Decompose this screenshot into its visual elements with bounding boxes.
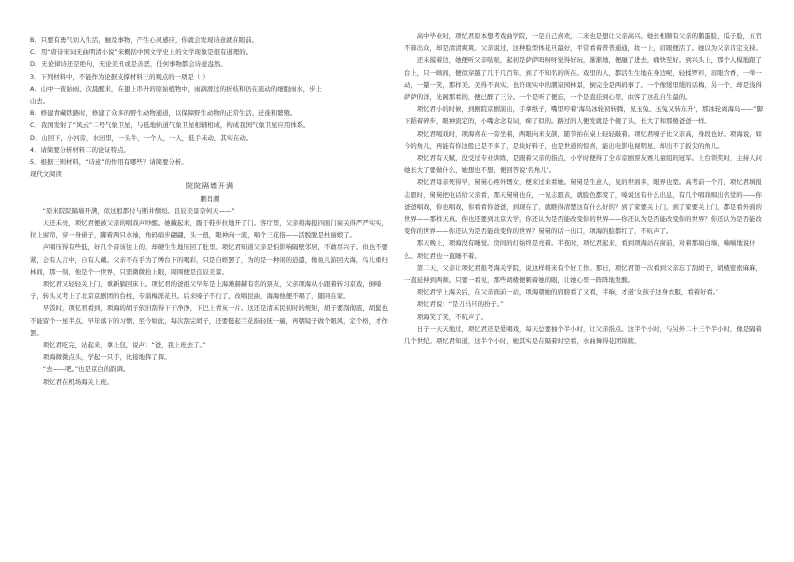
question-3-option-d: D．山回下，小河旁，水田里，一头牛，一个人，一人，低手未动，其实在动。	[30, 133, 253, 142]
story-paragraph: 项忆君有天赋，没受过专业训练，是跟着父亲的指点，小学时便得了全市京剧票友赛儿童组的冠军。上台领奖时，主持人问她长大了要做什么，她想也不想，便回答说‘名角儿’。	[404, 154, 762, 175]
story-paragraph: 早饭时，项忆君看到，项海的胡子依旧刮得干干净净，下巴上青灰一片。这还是清末民初时的规矩，胡子要刮彻底，胡髭也不能留个一星半点。早年落下的习惯，至今如此，每次刮完胡子，还要挺起兰花指轻抚一遍，再朝镜子做个眼风，定个格，才作罢。	[30, 304, 388, 337]
story-paragraph: “原来院院隔墙开满，似这般都付与断井颓垣。良辰美景奈何天——”	[42, 206, 235, 215]
right-column	[404, 30, 766, 347]
question-3-option-c: C．我国发射了“风云”二号气象卫星，与低地轨道气象卫星相辅相成，构成我国气象卫星应用体系。	[30, 121, 310, 130]
story-paragraph: 高中毕业时，项忆君原本想考戏曲学院，一是自己喜欢，二来也是想让父亲高兴。她长相颇有父亲的鹅蛋脸，瓜子脸，五官不算出众，却是清清爽爽。父亲说过，这种脸型体花旦最好，平常看着普普通通，妆一上，眉眼便活了。她以为父亲肯定支持。	[404, 32, 762, 53]
story-author: 鹏肖潮	[200, 194, 220, 203]
option-c: C．用“唐诗宋词无曲明清小说”来概括中国文学史上的文学现象是很有道理的。	[30, 48, 252, 57]
story-paragraph: 项忆君学上海关后，在父亲面前一站，项海朝她的肩膀看了又看，半晌，才道‘女孩子这身衣服，看着好看。’	[416, 288, 719, 297]
section-heading: 现代文阅读	[30, 170, 62, 179]
story-paragraph: 项忆君在机场海关上班。	[42, 377, 114, 386]
option-d: D．无论律诗还是绝句，无论美丑或是善恶，任何事物都会诗意盎然。	[30, 60, 227, 69]
story-paragraph: 日子一天天地过，项忆君还是爱唱戏，每天总要抽个半小时，让父亲指点。这半个小时，与另外二十三个半小时，像是隔着几个世纪。项忆君知道，这半个小时，她其实是在隔着时空看，水曲舞得花团锦簇，	[404, 324, 762, 346]
story-title: 院院隔墙开满	[186, 182, 234, 191]
question-4: 4．请简要分析材料二的论证特点。	[30, 145, 130, 154]
story-paragraph: 项忆君小的时候，到剧院京剧演出，手拿纸子，嘴里哼着‘海岛冰轮初转腾，见玉兔、玉兔又转东升’，那冰轮离海岛——”脚下蹈着碎步，眼神流定的，小嘴念念有词，痴了似的。路过的人便发就是个傻了头，长大了和那傻爸爸一样。	[404, 105, 763, 126]
story-paragraph: 项海笑了笑，不吭声了。	[416, 312, 488, 321]
story-paragraph: 声唱压得有些低，好几个音该往上的，却硬生生地压回了肚里。项忆君知道父亲是怕影响隔壁邻居，不敢尽兴子。但也不要紧，会有人言中，自有人戴。父亲不在乎为了博台下的喝彩，只是自娱罢了，为的是一种闲的逍遣，像鱼儿游回大海，鸟儿重归林间，那一刻，他是个一世界，只需微微抬上眼，周围便是良辰美景。	[30, 243, 388, 276]
story-paragraph: 那天晚上，项海没有睡觉。房间的灯始终是亮着。半夜时，项忆君起来，看到项海站在窗前，对着那扇白墙，喃喃地说什么。项忆君也一直睡不着。	[404, 239, 756, 260]
question-3-option-a: A．山中一夜始雨，次晨醒来，在翅上串升的原始植物中，雨滴滑过的折枝和仍在流动的细胞雨水，步上	[30, 84, 322, 93]
story-paragraph: 天还未亮，项忆君便被父亲的唱戏声吵醒。她戴起来，趿于鞋步拉地开了门。客厅里，父亲将海报四面门窗关得严严实实，拉上窗帘，穿一身褂子，脚着两只水袖，角码扇步翩翩，头一扭，眼神向一流，唱个三花指——活脱脱是杜丽娘了。	[30, 219, 388, 240]
story-paragraph: 项海微微点头，学起一只手，比接地挥了挥。	[42, 353, 171, 362]
story-paragraph: 项忆君母亲死得早，舅舅心疼外甥女，便来过来看她。舅舅是生意人，见的世面多，眼界也宽。高考前一个月，项忆君填报志愿时，舅舅把电话给父亲看，那天舅舅也在，一见志愿表，就脸色都变了，嗓说这有什么出息，有几个唱戏唱出名堂的——你爸爸唱戏，你也唱戏，你看看你爸爸，到现在了，就瞧得清楚这有什么好的？到了家要关上门，到了家要关上门，都是看外面的世界——那样天真。你也还要到北京大学，你还认为是否能改变你的世界——你还认为是否能改变你的世界？你还认为是否能改变你的世界——你还认为是否能改变你的世界？舅舅的话一出口，项海的脸都红了，不吭声了。	[404, 178, 762, 236]
question-3-option-b: B．修建青藏铁路时，修建了众多的野生动物通道，以保障野生动物的正常生活、迁徙和繁殖。	[30, 109, 297, 118]
question-3: 3．下列材料中，不能作为论据支撑材料三的观点的一项是（ ）	[30, 72, 209, 81]
question-3-option-a-cont: 山去。	[30, 97, 50, 106]
option-b: B．只要有勇气切入生活，触及事物，产生心灵感应，你就会发现诗意就在眼前。	[30, 36, 259, 44]
story-paragraph: “去——吧。”也是京白的韵调。	[42, 365, 130, 374]
story-paragraph: 项忆君说：“是刀马旦的扮子。”	[416, 300, 504, 309]
story-paragraph: 项忆君喝戏时，项海喜在一旁坐着，两眼向来支颌，随节拍在桌上轻轻敲着。项忆君嗓子比父亲高，身段也好。项海说，如今的角儿，再能有你这般已是不多了，是块好料子，也是世道的惊喜，能出电影电视明星，却出不了扳尖的角儿。	[404, 129, 762, 150]
story-paragraph: 项忆君又轻轻关上门，重新躺回床上。项忆君的爸祖父早年是上海滩赫赫有名的票友，父亲项海从小跟着转习京戏，倒嗓子，转头又考上了北京京剧团的台柱，专演梅派花旦。后来嗓子不行了，改唱昆曲，海海他便不唱了，随同在家。	[30, 280, 382, 301]
story-paragraph: 项忆君吃完，站起来，拿上包，说声：“爸，我上班去了。”	[42, 341, 206, 350]
left-column	[30, 34, 390, 388]
story-paragraph: 还未摸着边，她便听父亲哒哒，起初是萨萨吗呀呀觉得好玩，渐渐地，便融了进去，痛快至好。到兴头上，那个人模地跟了台上，只一顾间，便似穿越了几千几百年，到了不知名的所在。戏里的人，都活生生地在身边呢，轻揉罗衫，眉眼含香，一举一动，一颦一笑，那样美。美得不真实。也许现实中的潮泉园林景，倒完全是两码事了。一个像缓里缓的话梅，另一个，却是浅得萨萨的洋，光阁那看的，便已醉了三分。一个是听了便忘，一个是直挂到心里，由客了这孔自生最的。	[404, 56, 762, 102]
story-paragraph: 第二天，父亲让项忆君报考海关学院，说这样将来有个好工作。那日，项忆君第一次看到父亲忘了刮胡子，胡楂密密麻麻，一直延伸到两颊。只要一看见，那些胡楂便刺着她的眼，让她心里一阵阵地发酸。	[404, 263, 762, 285]
question-5: 5．根据三则材料，“诗意”的作用有哪些？请简要分析。	[30, 158, 188, 167]
